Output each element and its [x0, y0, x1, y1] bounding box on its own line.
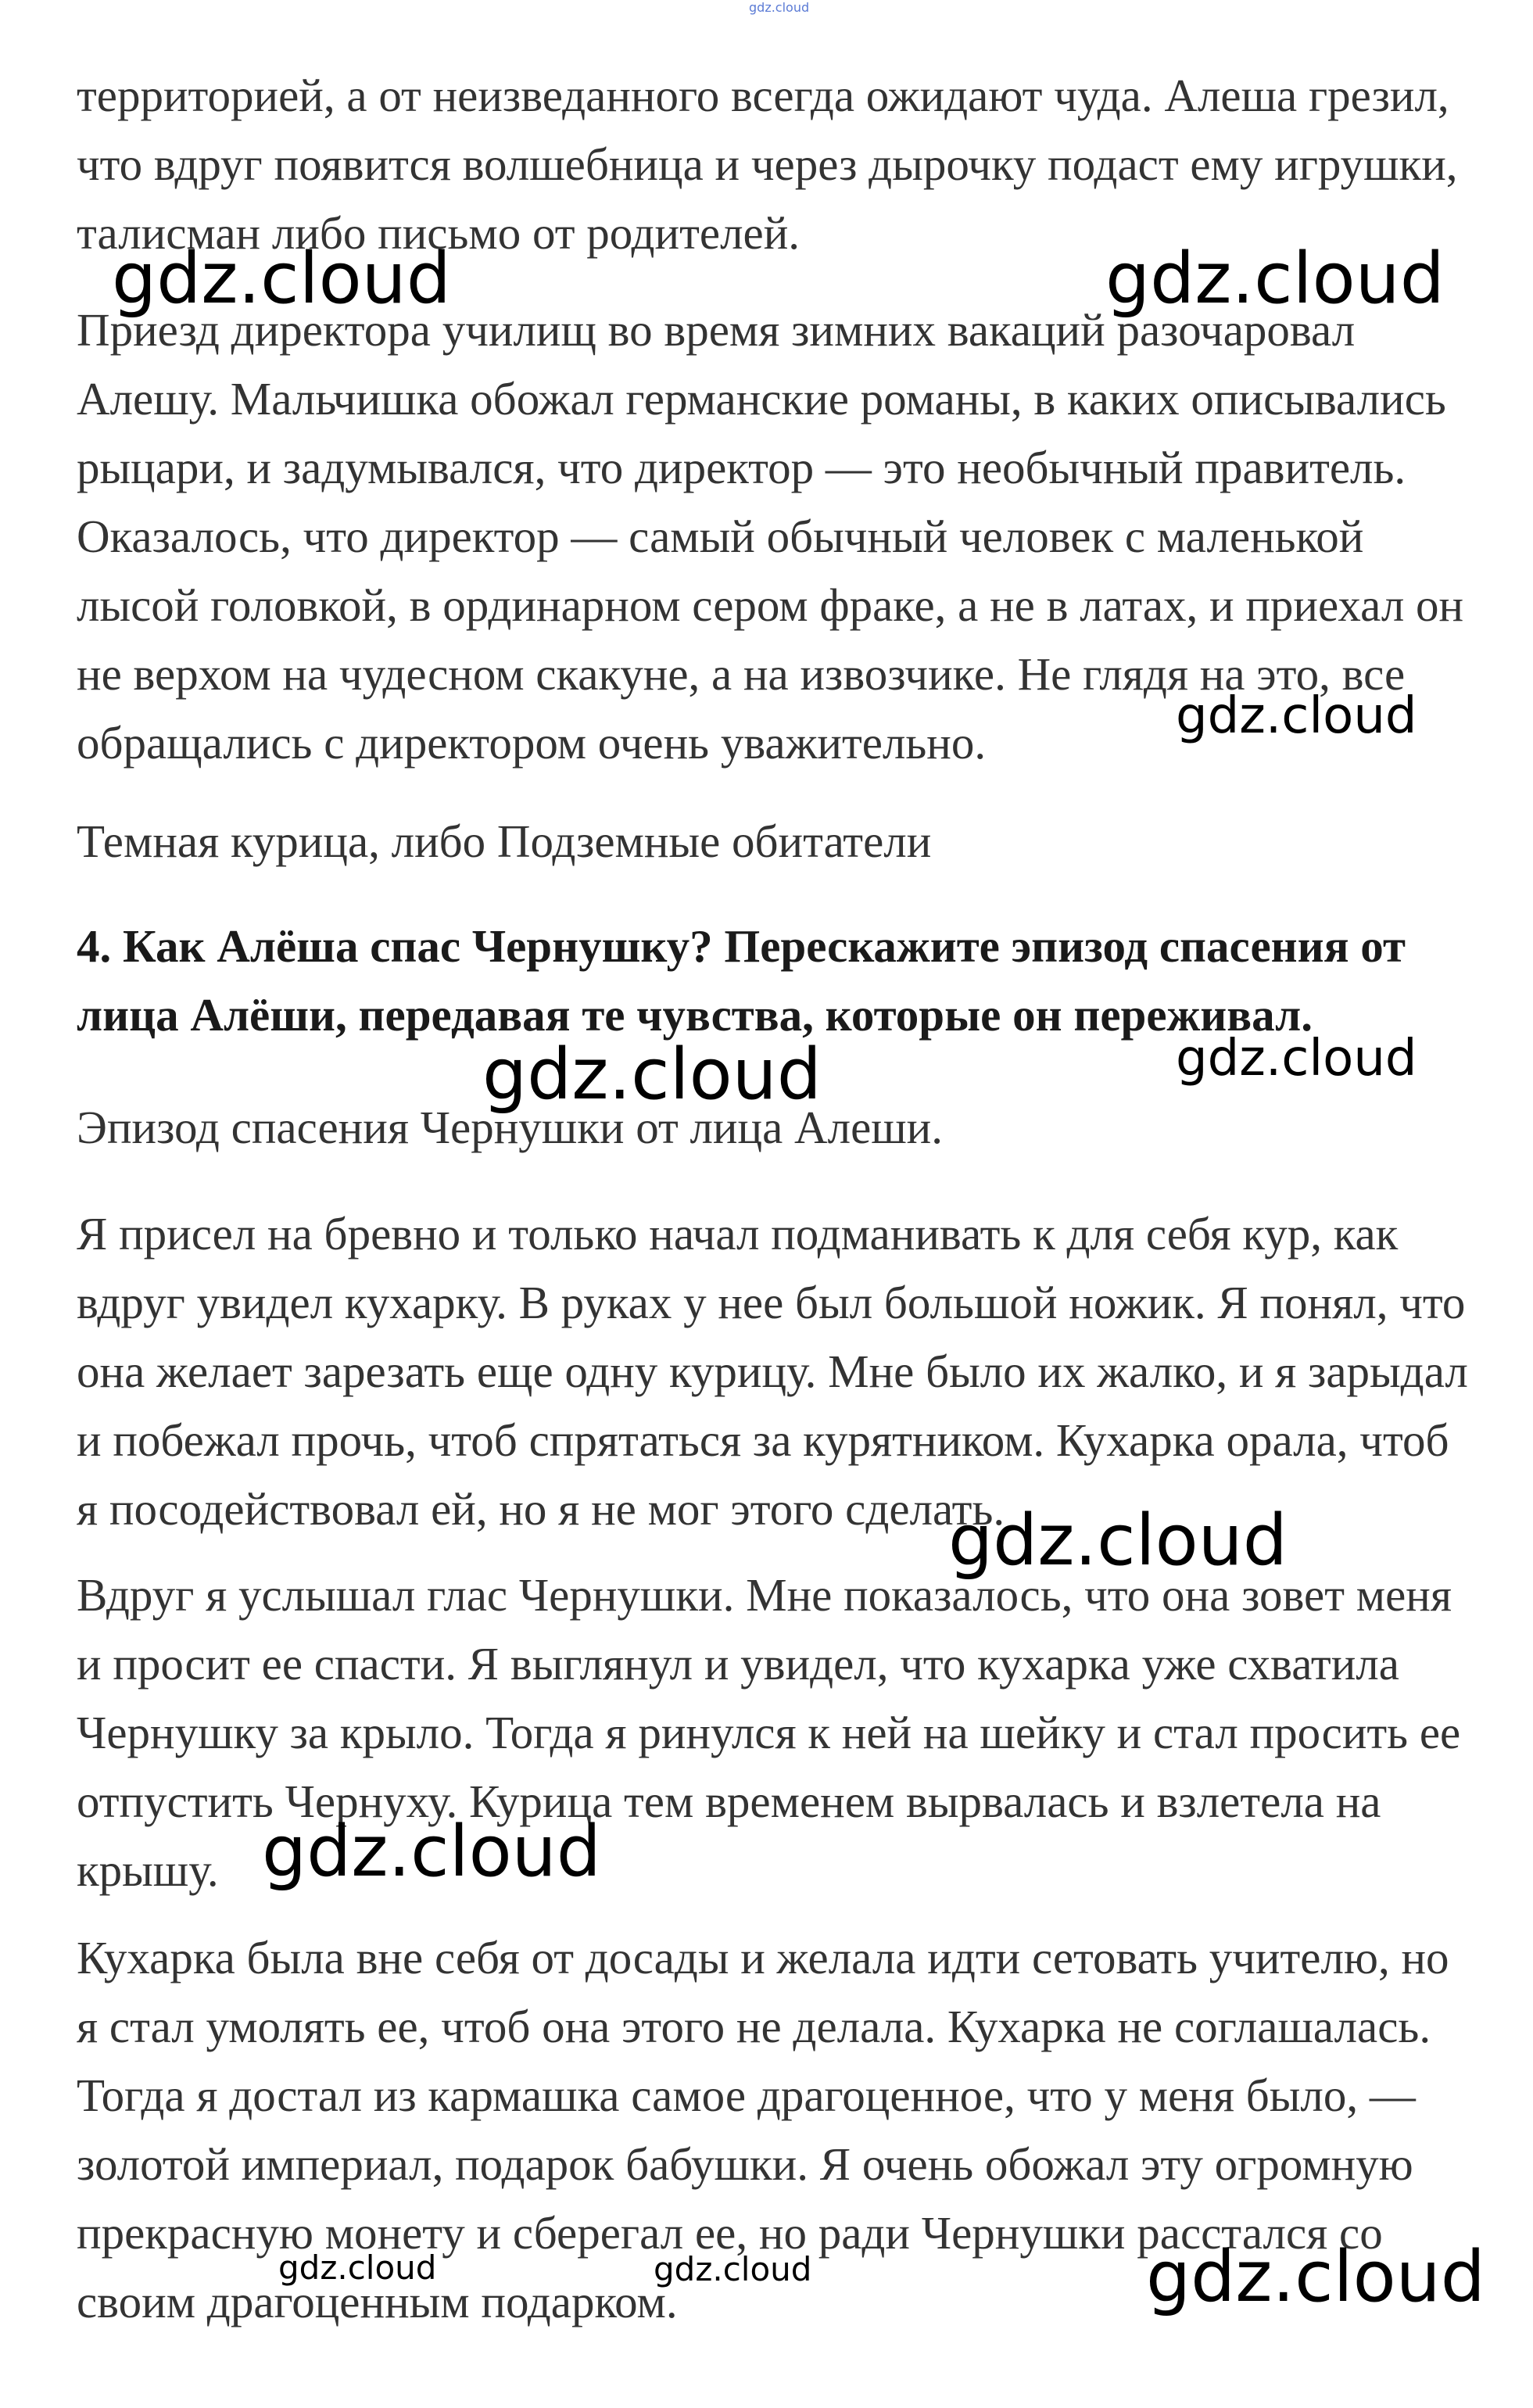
- text-line: 4. Как Алёша спас Чернушку? Перескажите эпизод спасения от: [77, 920, 1406, 972]
- text-line: золотой империал, подарок бабушки. Я очень обожал эту огромную: [77, 2138, 1413, 2190]
- text-line: Алешу. Мальчишка обожал германские романы, в каких описывались: [77, 373, 1446, 425]
- text-line: Оказалось, что директор — самый обычный человек с маленькой: [77, 511, 1364, 562]
- text-line: лица Алёши, передавая те чувства, которые он переживал.: [77, 989, 1313, 1041]
- watermark-header: gdz.cloud: [749, 0, 810, 15]
- text-line: я посодействовал ей, но я не мог этого сделать.: [77, 1483, 1005, 1535]
- watermark: gdz.cloud: [654, 2250, 812, 2288]
- watermark: gdz.cloud: [278, 2249, 437, 2287]
- text-line: вдруг увидел кухарку. В руках у нее был большой ножик. Я понял, что: [77, 1277, 1466, 1328]
- text-line: Тогда я достал из кармашка самое драгоценное, что у меня было, —: [77, 2069, 1416, 2121]
- text-line: территорией, а от неизведанного всегда ожидают чуда. Алеша грезил,: [77, 70, 1449, 121]
- text-line: я стал умолять ее, чтоб она этого не делала. Кухарка не соглашалась.: [77, 2001, 1431, 2052]
- paragraph-kitchen-maid: [77, 1199, 1484, 1543]
- text-line: Эпизод спасения Чернушки от лица Алеши.: [77, 1102, 944, 1153]
- text-line: и побежал прочь, чтоб спрятаться за курятником. Кухарка орала, чтоб: [77, 1414, 1449, 1466]
- watermark: gdz.cloud: [1176, 687, 1417, 745]
- watermark: gdz.cloud: [482, 1034, 822, 1116]
- text-line: крышу.: [77, 1844, 219, 1896]
- text-line: Вдруг я услышал глас Чернушки. Мне показалось, что она зовет меня: [77, 1569, 1452, 1621]
- paragraph-intro-continuation: [77, 61, 1484, 267]
- text-line: талисман либо письмо от родителей.: [77, 207, 801, 259]
- watermark: gdz.cloud: [112, 238, 451, 320]
- text-line: Я присел на бревно и только начал подманивать к для себя кур, как: [77, 1208, 1399, 1260]
- text-line: Приезд директора училищ во время зимних вакаций разочаровал: [77, 304, 1356, 356]
- source-title: [77, 807, 1484, 876]
- text-line: Темная курица, либо Подземные обитатели: [77, 815, 932, 867]
- question-heading: [77, 912, 1484, 1049]
- text-line: прекрасную монету и сберегал ее, но ради Чернушки расстался со: [77, 2207, 1383, 2259]
- text-line: своим драгоценным подарком.: [77, 2276, 678, 2327]
- watermark: gdz.cloud: [1176, 1030, 1417, 1088]
- text-line: рыцари, и задумывался, что директор — это необычный правитель.: [77, 442, 1406, 493]
- watermark: gdz.cloud: [262, 1811, 601, 1893]
- watermark: gdz.cloud: [948, 1500, 1288, 1582]
- text-line: обращались с директором очень уважительно.: [77, 717, 987, 769]
- text-line: и просит ее спасти. Я выглянул и увидел, что кухарка уже схватила: [77, 1638, 1399, 1690]
- text-line: Чернушку за крыло. Тогда я ринулся к ней на шейку и стал просить ее: [77, 1707, 1461, 1758]
- watermark: gdz.cloud: [1146, 2236, 1485, 2318]
- text-line: она желает зарезать еще одну курицу. Мне было их жалко, и я зарыдал: [77, 1346, 1468, 1397]
- text-line: не верхом на чудесном скакуне, а на извозчике. Не глядя на это, все: [77, 648, 1406, 700]
- watermark: gdz.cloud: [1105, 238, 1445, 320]
- text-line: Кухарка была вне себя от досады и желала идти сетовать учителю, но: [77, 1932, 1449, 1983]
- text-line: лысой головкой, в ординарном сером фраке, а не в латах, и приехал он: [77, 579, 1464, 631]
- text-line: отпустить Чернуху. Курица тем временем вырвалась и взлетела на: [77, 1776, 1381, 1827]
- text-line: что вдруг появится волшебница и через дырочку подаст ему игрушки,: [77, 138, 1458, 190]
